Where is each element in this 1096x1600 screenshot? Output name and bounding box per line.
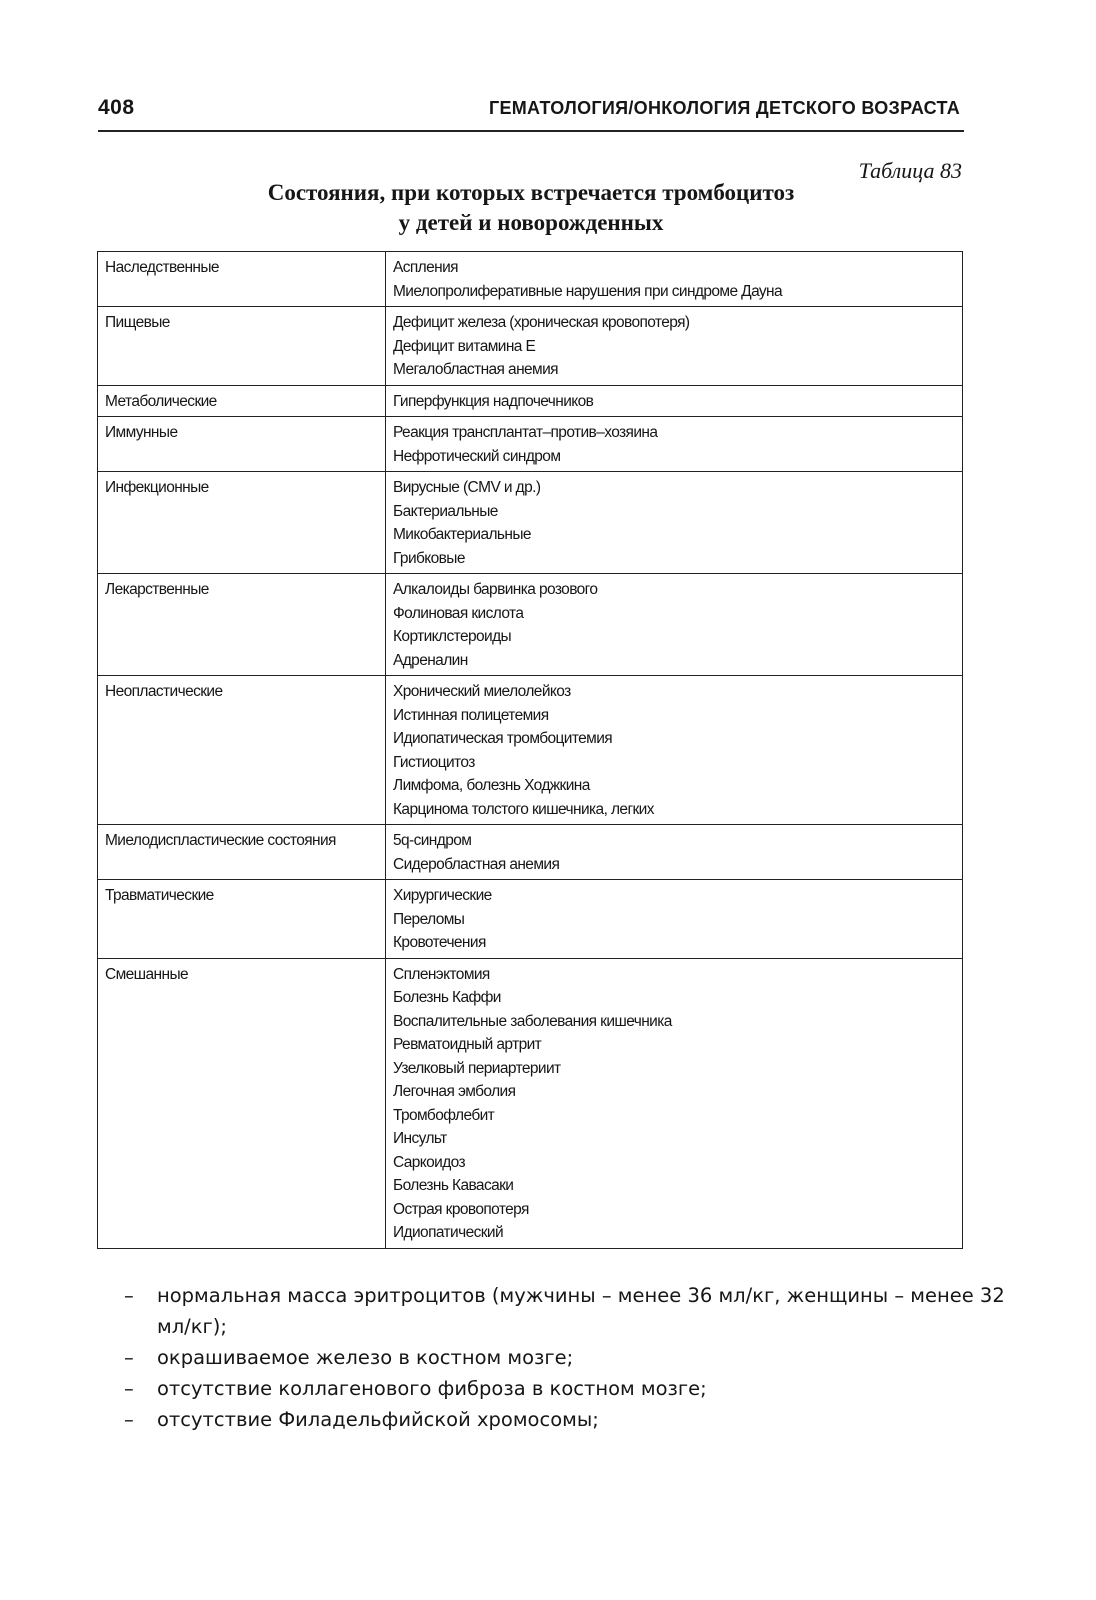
cause-item: Микобактериальные xyxy=(393,526,531,543)
cause-item: Узелковый периартериит xyxy=(393,1059,561,1077)
cause-item: 5q-синдром xyxy=(393,832,472,849)
causes-cell xyxy=(386,385,963,417)
running-title: ГЕМАТОЛОГИЯ/ОНКОЛОГИЯ ДЕТСКОГО ВОЗРАСТА xyxy=(488,98,960,118)
cause-item: Саркоидоз xyxy=(393,1153,466,1171)
causes-cell xyxy=(386,252,963,307)
table-row xyxy=(98,385,963,417)
category-cell: Пищевые xyxy=(98,307,386,386)
cause-item: Карцинома толстого кишечника, легких xyxy=(393,800,654,818)
page-number: 408 xyxy=(98,96,135,119)
cause-item: Болезнь Каффи xyxy=(393,989,501,1006)
table-title xyxy=(98,178,964,238)
category-cell: Инфекционные xyxy=(98,472,386,574)
table-body xyxy=(98,252,963,1249)
cause-item: Хронический миелолейкоз xyxy=(393,683,571,700)
table-title-line-2: у детей и новорожденных xyxy=(398,210,664,235)
cause-item: Тромбофлебит xyxy=(393,1106,495,1124)
causes-cell xyxy=(386,825,963,880)
causes-cell xyxy=(386,417,963,472)
table-row xyxy=(98,958,963,1248)
cause-item: Фолиновая кислота xyxy=(393,604,524,622)
causes-cell xyxy=(386,958,963,1248)
category-cell: Иммунные xyxy=(98,417,386,472)
cause-item: Лимфома, болезнь Ходжкина xyxy=(393,777,590,794)
cause-item: Воспалительные заболевания кишечника xyxy=(393,1012,672,1030)
criteria-item: – отсутствие Филадельфийской хромосомы; xyxy=(124,1404,1024,1435)
cause-item: Сидеробластная анемия xyxy=(393,855,560,873)
cause-item: Аспления xyxy=(393,259,458,276)
table-row xyxy=(98,574,963,676)
cause-item: Реакция трансплантат–против–хозяина xyxy=(393,424,658,441)
cause-item: Кровотечения xyxy=(393,934,486,951)
category-cell: Лекарственные xyxy=(98,574,386,676)
cause-item: Переломы xyxy=(393,910,465,928)
cause-item: Нефротический синдром xyxy=(393,447,561,465)
page-header xyxy=(98,94,964,132)
cause-item: Мегалобластная анемия xyxy=(393,361,558,378)
category-cell: Наследственные xyxy=(98,252,386,307)
category-cell: Травматические xyxy=(98,880,386,959)
cause-item: Дефицит витамина Е xyxy=(393,337,536,355)
table-row xyxy=(98,880,963,959)
cause-item: Инсульт xyxy=(393,1130,447,1147)
cause-item: Кортиклстероиды xyxy=(393,628,512,645)
table-label: Таблица 83 xyxy=(858,158,962,183)
cause-item: Грибковые xyxy=(393,549,465,567)
causes-cell xyxy=(386,574,963,676)
causes-cell xyxy=(386,676,963,825)
cause-item: Ревматоидный артрит xyxy=(393,1036,542,1053)
category-cell: Метаболические xyxy=(98,385,386,417)
cause-item: Адреналин xyxy=(393,651,468,669)
cause-item: Гистиоцитоз xyxy=(393,753,475,771)
cause-item: Миелопролиферативные нарушения при синдроме Дауна xyxy=(393,282,783,300)
table-row xyxy=(98,825,963,880)
cause-item: Истинная полицетемия xyxy=(393,706,549,724)
cause-item: Острая кровопотеря xyxy=(393,1200,529,1218)
cause-item: Легочная эмболия xyxy=(393,1083,516,1100)
table-row xyxy=(98,307,963,386)
cause-item: Вирусные (CMV и др.) xyxy=(393,479,541,496)
table-row xyxy=(98,676,963,825)
causes-cell xyxy=(386,307,963,386)
category-cell: Миелодиспластические состояния xyxy=(98,825,386,880)
category-cell: Смешанные xyxy=(98,958,386,1248)
cause-item: Алкалоиды барвинка розового xyxy=(393,581,598,598)
cause-item: Болезнь Кавасаки xyxy=(393,1177,514,1194)
table-row xyxy=(98,252,963,307)
cause-item: Хирургические xyxy=(393,887,492,904)
causes-cell xyxy=(386,472,963,574)
table-title-line-1: Состояния, при которых встречается тромбоцитоз xyxy=(267,180,795,205)
cause-item: Идиопатический xyxy=(393,1224,504,1241)
causes-cell xyxy=(386,880,963,959)
criteria-item: – нормальная масса эритроцитов (мужчины – менее 36 мл/кг, женщины – менее 32 мл/кг); xyxy=(124,1280,1024,1342)
table-row xyxy=(98,417,963,472)
cause-item: Дефицит железа (хроническая кровопотеря) xyxy=(393,314,690,331)
cause-item: Гиперфункция надпочечников xyxy=(393,392,594,410)
criteria-item: – отсутствие коллагенового фиброза в костном мозге; xyxy=(124,1373,1024,1404)
category-cell: Неопластические xyxy=(98,676,386,825)
cause-item: Бактериальные xyxy=(393,502,498,520)
cause-item: Спленэктомия xyxy=(393,965,490,983)
table-row xyxy=(98,472,963,574)
criteria-item: – окрашиваемое железо в костном мозге; xyxy=(124,1342,1024,1373)
cause-item: Идиопатическая тромбоцитемия xyxy=(393,730,613,747)
thrombocytosis-table xyxy=(97,251,963,1249)
criteria-list xyxy=(124,1280,1024,1435)
